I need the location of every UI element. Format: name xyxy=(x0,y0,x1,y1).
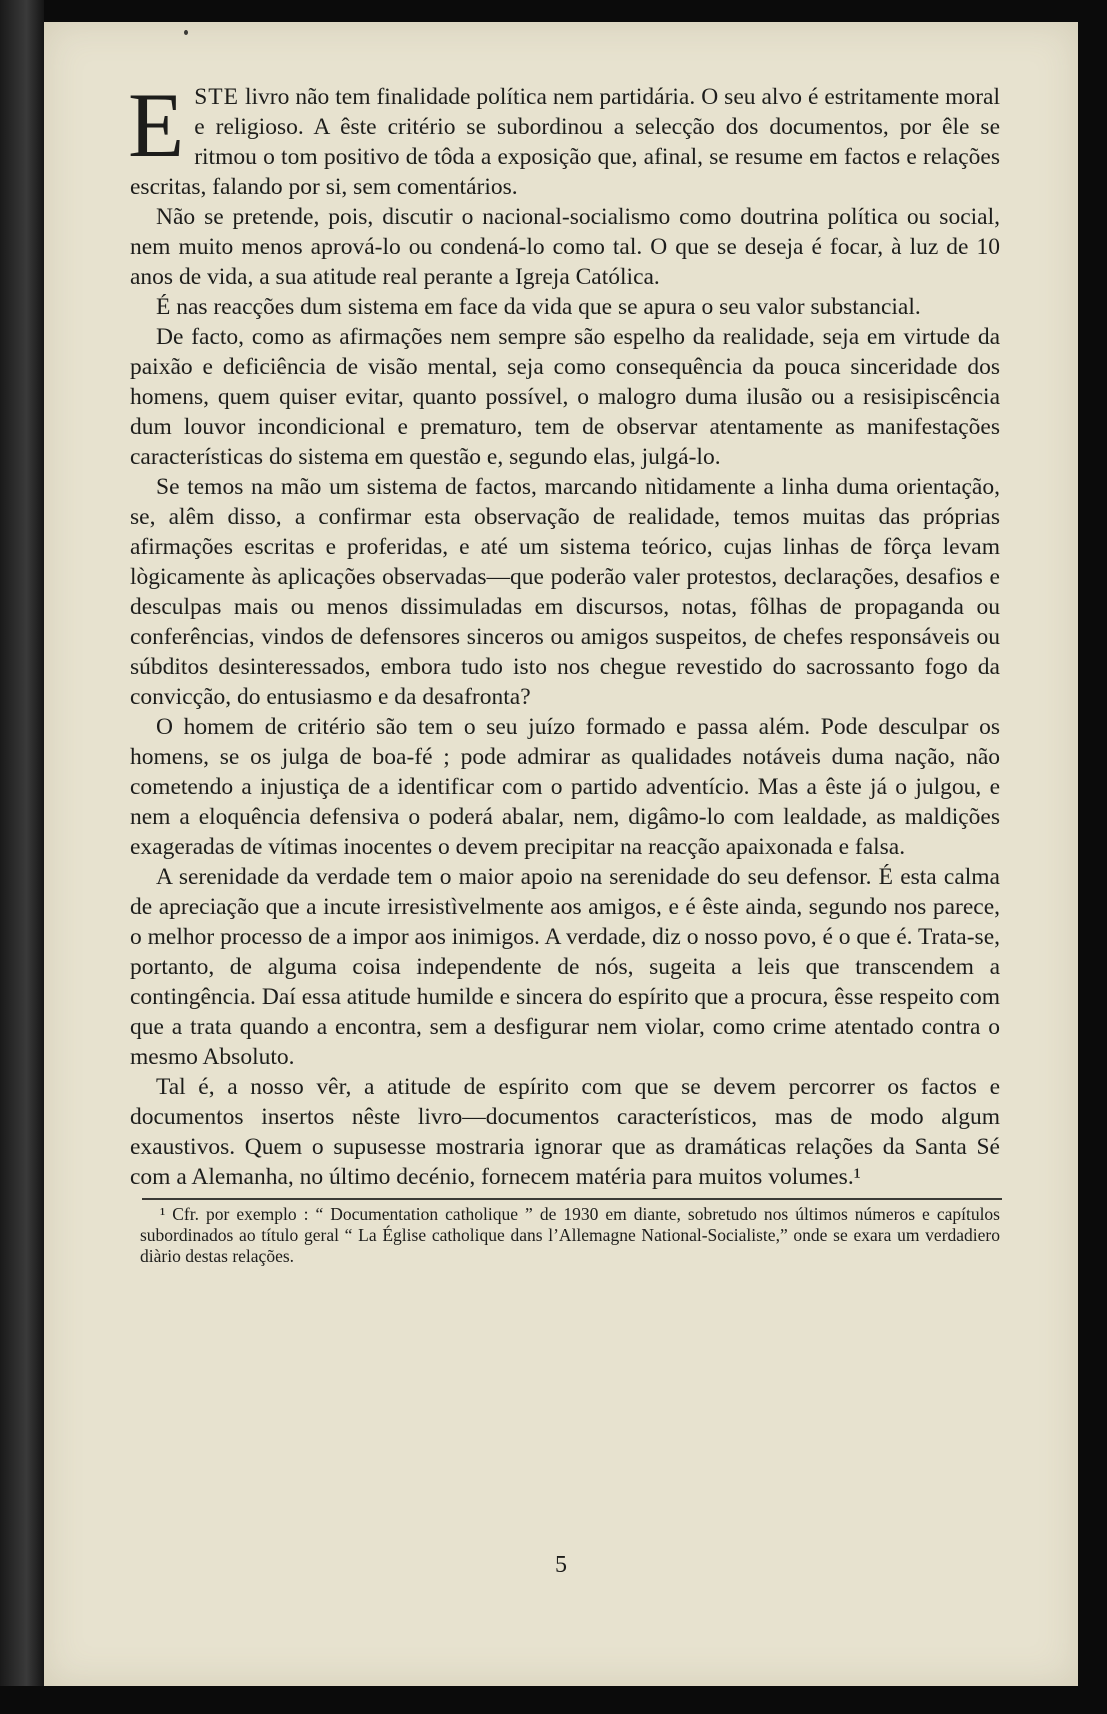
drop-cap: E xyxy=(128,74,185,176)
paragraph-5: Se temos na mão um sistema de factos, marcando nìtidamente a linha duma orientação, se, alêm disso, a confirmar esta observação de realidade, temos muitas das próprias afirmações escritas e proferidas, e até um sistema teórico, cujas linhas de fôrça levam lògicamente às aplicações observadas—que poderão valer protestos, declarações, desafios e desculpas mais ou menos dissimuladas em discursos, notas, fôlhas de propaganda ou conferências, vindos de defensores sinceros ou amigos suspeitos, de chefes responsáveis ou súbditos desinteressados, embora tudo isto nos chegue revestido do sacrossanto fogo da convicção, do entusiasmo e da desafronta? xyxy=(130,474,1000,710)
body-text xyxy=(128,74,1001,1267)
paragraph-1-text: livro não tem finalidade política nem partidária. O seu alvo é estritamente moral e religioso. A êste critério se subordinou a selecção dos documentos, por êle se ritmou o tom positivo de tôda a exposição que, afinal, se resume em factos e relações escritas, falando por si, sem comentários. xyxy=(130,84,1000,200)
scan-border-right xyxy=(1078,0,1107,1714)
scan-border-bottom xyxy=(0,1686,1107,1714)
footnote-divider xyxy=(142,1198,1002,1200)
first-word-rest: STE xyxy=(194,84,239,110)
paragraph-4: De facto, como as afirmações nem sempre são espelho da realidade, seja em virtude da paixão e deficiência de visão mental, seja como consequência da pouca sinceridade dos homens, quem quiser evitar, quanto possível, o malogro duma ilusão ou a resisipiscência dum louvor incondicional e prematuro, tem de observar atentamente as manifestações características do sistema em questão e, segundo elas, julgá-lo. xyxy=(130,324,1000,470)
ink-speck xyxy=(184,30,188,35)
paragraph-6: O homem de critério são tem o seu juízo formado e passa além. Pode desculpar os homens, se os julga de boa-fé ; pode admirar as qualidades notáveis duma nação, não cometendo a injustiça de a identificar com o partido adventício. Mas a êste já o julgou, e nem a eloquência defensiva o poderá abalar, nem, digâmo-lo com lealdade, as maldições exageradas de vítimas inocentes o devem precipitar na reacção apaixonada e falsa. xyxy=(130,714,1000,860)
footnote: ¹ Cfr. por exemplo : “ Documentation catholique ” de 1930 em diante, sobretudo nos últimos números e capítulos subordinados ao título geral “ La Église catholique dans l’Allemagne National-Socialiste,” onde se exara um verdadiero diàrio destas relações. xyxy=(140,1204,1000,1266)
book-spine-edge xyxy=(0,0,44,1714)
paragraph-3: É nas reacções dum sistema em face da vida que se apura o seu valor substancial. xyxy=(156,294,921,320)
paragraph-8: Tal é, a nosso vêr, a atitude de espírito com que se devem percorrer os factos e documentos insertos nêste livro—documentos característicos, mas de modo algum exaustivos. Quem o supusesse mostraria ignorar que as dramáticas relações da Santa Sé com a Alemanha, no último decénio, fornecem matéria para muitos volumes.¹ xyxy=(130,1074,1000,1190)
page-number: 5 xyxy=(555,1552,567,1578)
paragraph-1 xyxy=(128,74,1000,202)
paragraph-2: Não se pretende, pois, discutir o nacional-socialismo como doutrina política ou social, nem muito menos aprová-lo ou condená-lo como tal. O que se deseja é focar, à luz de 10 anos de vida, a sua atitude real perante a Igreja Católica. xyxy=(130,204,1000,290)
book-page xyxy=(44,22,1078,1686)
paragraph-7: A serenidade da verdade tem o maior apoio na serenidade do seu defensor. É esta calma de apreciação que a incute irresistìvelmente aos amigos, e é êste ainda, segundo nos parece, o melhor processo de a impor aos inimigos. A verdade, diz o nosso povo, é o que é. Trata-se, portanto, de alguma coisa independente de nós, sugeita a leis que transcendem a contingência. Daí essa atitude humilde e sincera do espírito que a procura, êsse respeito com que a trata quando a encontra, sem a desfigurar nem violar, como crime atentado contra o mesmo Absoluto. xyxy=(130,864,1001,1070)
